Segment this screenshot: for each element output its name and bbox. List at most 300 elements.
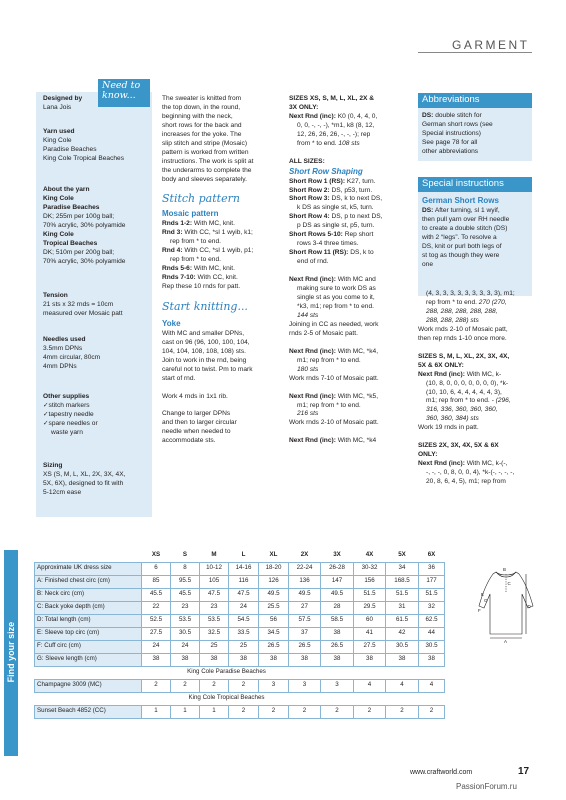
row-text: With MC, k-(-, [464,460,508,468]
intro-line: pattern is worked from written [162,148,249,156]
value-cell: 28 [321,601,354,614]
row-text: m1; rep from * to end. [297,356,361,364]
row-label: Next Rnd (inc): [289,112,336,120]
value-cell: 24 [171,640,200,653]
table-row [35,653,445,666]
size-heading: SIZES XS, S, M, L, XL, 2X & [289,95,375,102]
value-cell: 25.5 [259,601,289,614]
needle-line: 3.5mm DPNs [43,344,83,352]
table-row [35,588,445,601]
intro-line: The sweater is knitted from [162,95,242,102]
special-instructions-box [418,177,532,296]
size-header: M [200,549,229,562]
table-row [35,614,445,627]
row-text: Rep short [342,231,374,239]
value-cell: 1 [142,705,171,718]
value-cell: 38 [419,653,445,666]
intro-line: the underarms to complete the [162,166,252,174]
row-text: m1; rep from * to end. [297,401,361,409]
german-text: to create a double stitch (DS) [422,224,508,232]
row-text: from * to end. [297,139,339,147]
stitch-count: - (296, [491,397,511,405]
german-text: DS, knit or purl both legs of [422,242,502,250]
value-cell: 177 [419,575,445,588]
german-text: one [422,260,434,268]
yarn-brand: King Cole [43,194,74,202]
mosaic-line [162,265,284,274]
abbreviations-box [418,93,532,161]
value-cell: 42 [386,627,419,640]
row-label: Short Row 4: [289,213,330,221]
value-cell: 25 [200,640,229,653]
value-cell: 27.5 [142,627,171,640]
row-label: Next Rnd (inc): [289,276,336,284]
value-cell: 38 [259,653,289,666]
stitch-count: 288, 288, 288) sts [426,316,479,324]
value-cell: 41 [354,627,386,640]
row-text: With MC, knit. [192,220,235,228]
row-text: With MC and [335,276,376,284]
value-cell: 34.5 [259,627,289,640]
german-text: st tog as though they were [422,251,500,259]
needles [43,336,151,372]
yoke-line: Change to larger DPNs [162,410,231,418]
size-header: L [229,549,259,562]
schematic-label: A [504,639,508,644]
abbr-text: See page 78 for all [422,138,478,146]
row-text: Work rnds 2-10 of Mosaic patt, [418,325,508,333]
value-cell: 4 [386,679,419,692]
designer-name: Lana Jois [43,103,72,111]
row-text: With CC, *sl 1 wyib, p1; [182,247,254,255]
value-cell: 2 [321,705,354,718]
value-cell: 23 [200,601,229,614]
value-cell: 85 [142,575,171,588]
row-label: Rnds 5-6: [162,265,193,273]
sizing-line: XS (S, M, L, XL, 2X, 3X, 4X, [43,470,126,478]
row-label-cell: F: Cuff circ (cm) [35,640,142,653]
value-cell: 2 [200,679,229,692]
row-label-cell: A: Finished chest circ (cm) [35,575,142,588]
intro-line: beginning with the neck, [162,112,233,120]
row-label: Short Row 11 (RS): [289,249,349,257]
sizing-line: 5-12cm ease [43,488,82,496]
row-label-cell: C: Back yoke depth (cm) [35,601,142,614]
mosaic-heading: Mosaic pattern [162,209,219,219]
yarn-spec: DK; 510m per 200g ball; [43,248,115,256]
value-cell: 51.5 [354,588,386,601]
yoke-line: start of rnd. [162,374,196,382]
stitch-count: 216 sts [297,410,319,418]
yarn-range: Tropical Beaches [43,239,98,247]
value-cell: 37 [289,627,321,640]
value-cell: 24 [229,601,259,614]
value-cell: 2 [259,705,289,718]
german-text: with 2 “legs”. To resolve a [422,233,497,241]
value-cell: 30.5 [386,640,419,653]
row-text: DS, p to next DS, [329,213,383,221]
yoke-line: accommodate sts. [162,437,216,445]
row-text: (10, 10, 6, 4, 4, 4, 4, 4, 3), [426,388,502,396]
value-cell: 49.5 [259,588,289,601]
row-text: With MC, k- [464,370,502,378]
value-cell: 1 [200,705,229,718]
value-cell: 44 [419,627,445,640]
value-cell: 136 [289,575,321,588]
yoke-line: and then to larger circular [162,419,237,427]
intro-line: slip stitch and stripe (Mosaic) [162,139,248,147]
value-cell: 36 [419,562,445,575]
value-cell: 38 [171,653,200,666]
value-cell: 6 [142,562,171,575]
abbr-text: other abbreviations [422,147,479,155]
yoke-line: With MC and smaller DPNs, [162,329,245,337]
row-label-cell: D: Total length (cm) [35,614,142,627]
value-cell: 4 [419,679,445,692]
value-cell: 156 [354,575,386,588]
value-cell: 126 [259,575,289,588]
value-cell: 58.5 [321,614,354,627]
find-your-size-tab [4,550,18,756]
value-cell: 25 [229,640,259,653]
row-text: DS, k to next DS, [329,195,383,203]
tension-line: 21 sts x 32 rnds = 10cm [43,300,114,308]
yarn-spec: 70% acrylic, 30% polyamide [43,221,126,229]
value-cell: 26.5 [321,640,354,653]
mosaic-line [162,274,284,283]
value-cell: 31 [386,601,419,614]
value-cell: 23 [171,601,200,614]
value-cell: 56 [259,614,289,627]
footer-site: www.craftworld.com [410,769,473,776]
row-label: Next Rnd (inc): [418,370,465,378]
value-cell: 51.5 [419,588,445,601]
value-cell: 3 [289,679,321,692]
other-supplies [43,393,151,438]
tension-heading: Tension [43,292,68,299]
stitch-count: 360, 360, 384) sts [426,415,479,423]
stitch-count: 180 sts [297,365,319,373]
value-cell: 3 [321,679,354,692]
value-cell: 32.5 [200,627,229,640]
row-text: With CC, knit. [195,274,238,282]
row-text: rep from * to end. [426,298,479,306]
mosaic-line: rep from * to end. [170,256,221,264]
value-cell: 47.5 [229,588,259,601]
yoke-heading: Yoke [162,318,181,328]
size-header: XS [142,549,171,562]
value-cell: 57.5 [289,614,321,627]
value-cell: 54.5 [229,614,259,627]
supply-item: ✓ spare needles or [43,420,151,429]
value-cell: 38 [386,653,419,666]
yoke-line: needle when needed to [162,428,231,436]
value-cell: 2 [354,705,386,718]
row-text: With MC, knit. [192,265,235,273]
intro-line: instructions. The work is split at [162,157,254,165]
row-text: (4, 3, 3, 3, 3, 3, 3, 3, 3, 3), m1; [426,290,515,297]
table-row [35,575,445,588]
value-cell: 1 [171,705,200,718]
yarn-range: Paradise Beaches [43,203,100,211]
row-label: Next Rnd (inc): [289,437,336,445]
row-text: p DS as single st, p5, turn. [297,222,375,230]
value-cell: 27 [289,601,321,614]
row-text: Joining in CC as needed, work [289,320,379,328]
value-cell: 29.5 [354,601,386,614]
yarn-heading: King Cole Tropical Beaches [35,692,419,705]
row-text: rnds 2-5 of Mosaic patt. [289,329,358,337]
short-row-heading: Short Row Shaping [289,166,363,176]
value-cell: 2 [229,705,259,718]
size-heading: ONLY: [418,451,438,459]
row-text: end of rnd. [297,258,329,266]
table-row [35,705,445,718]
size-header: XL [259,549,289,562]
find-your-size-label: Find your size [5,621,16,683]
abbr-text: Special instructions) [422,129,482,137]
value-cell: 38 [229,653,259,666]
yarn-heading-row [35,692,445,705]
page-number: 17 [518,766,530,777]
stitch-count: 316, 336, 360, 360, 360, [426,406,498,414]
sizing [43,462,151,498]
value-cell: 26.5 [259,640,289,653]
value-cell: 53.5 [200,614,229,627]
row-text: With MC, *k4, [335,347,379,355]
value-cell: 38 [321,653,354,666]
value-cell: 147 [321,575,354,588]
needle-line: 4mm DPNs [43,362,77,370]
size-header: 3X [321,549,354,562]
need-to-know-line-2: know... [102,89,136,101]
size-heading: SIZES 2X, 3X, 4X, 5X & 6X [418,442,499,450]
row-text: DS, p53, turn. [329,186,373,194]
yarn-spec: 70% acrylic, 30% polyamide [43,257,126,265]
size-heading: 3X ONLY: [289,103,319,111]
value-cell: 22 [142,601,171,614]
row-label: Next Rnd (inc): [418,460,465,468]
tension [43,292,151,319]
stitch-pattern-heading: Stitch pattern [162,191,240,205]
schematic-label: C [507,581,511,586]
value-cell: 2 [171,679,200,692]
mosaic-line: rep from * to end. [170,238,221,246]
row-text: then rep rnds 1-10 once more. [418,334,507,342]
size-header: 5X [386,549,419,562]
table-header-row [35,549,445,562]
row-text: single st as you come to it, [297,293,375,301]
row-text: k DS as single st, k5, turn. [297,204,374,212]
intro-line: body and sleeves separately. [162,175,247,183]
value-cell: 2 [229,679,259,692]
row-text: Work rnds 7-10 of Mosaic patt. [289,374,379,382]
row-text: making sure to work DS as [297,285,376,293]
size-heading: SIZES S, M, L, XL, 2X, 3X, 4X, [418,352,510,360]
row-text: rows 3-4 three times. [297,240,359,248]
designed-by [43,95,151,113]
value-cell: 52.5 [142,614,171,627]
value-cell: 62.5 [419,614,445,627]
value-cell: 61.5 [386,614,419,627]
abbr-label: DS: [422,111,434,119]
value-cell: 45.5 [171,588,200,601]
value-cell: 95.5 [171,575,200,588]
all-sizes-heading: ALL SIZES: [289,157,325,165]
row-label: Short Rows 5-10: [289,231,343,239]
intro-line: short rows for the back and [162,121,242,129]
row-text: With CC, *sl 1 wyib, k1; [182,229,253,237]
abbr-text: double stitch for [433,111,482,119]
row-text: 0, 0, -, -, -), *m1, k8 (8, 12, [297,121,375,129]
row-text: (10, 8, 0, 0, 0, 0, 0, 0, 0), *k- [426,379,509,387]
size-heading: 5X & 6X ONLY: [418,361,464,369]
size-header: S [171,549,200,562]
row-label: Short Row 2: [289,186,330,194]
value-cell: 49.5 [321,588,354,601]
schematic-label: G [484,598,488,603]
value-cell: 34 [386,562,419,575]
size-table [34,549,445,719]
value-cell: 30.5 [419,640,445,653]
row-text: *k3, m1; rep from * to end. [297,302,374,310]
yarn-used-item: Paradise Beaches [43,145,97,153]
supply-item: ✓ stitch markers [43,402,151,411]
german-text: then pull yarn over RH needle [422,215,510,223]
supply-item-cont: waste yarn [51,428,83,436]
row-label-cell: Sunset Beach 4852 (CC) [35,705,142,718]
row-text: -, -, -, 0, 8, 0, 0, 4), *k-(-, -, -, -, [426,469,515,477]
row-label-cell: B: Neck circ (cm) [35,588,142,601]
value-cell: 26.5 [289,640,321,653]
needles-heading: Needles used [43,336,86,343]
table-row [35,627,445,640]
shaping-column [289,95,411,446]
value-cell: 168.5 [386,575,419,588]
yoke-line: Join to work in the rnd, being [162,356,247,364]
needle-line: 4mm circular, 80cm [43,353,101,361]
value-cell: 27.5 [354,640,386,653]
value-cell: 14-16 [229,562,259,575]
yoke-line: Work 4 rnds in 1x1 rib. [162,392,228,400]
value-cell: 24 [142,640,171,653]
row-text: K0 (0, 4, 4, 0, [335,112,378,120]
value-cell: 38 [354,653,386,666]
special-heading: Special instructions [418,177,532,192]
intro-column [162,95,284,446]
yarn-used-heading: Yarn used [43,128,75,135]
value-cell: 2 [386,705,419,718]
abbr-text: German short rows (see [422,120,493,128]
value-cell: 2 [419,705,445,718]
german-heading: German Short Rows [422,195,499,205]
size-header: 4X [354,549,386,562]
value-cell: 8 [171,562,200,575]
yarn-heading: King Cole Paradise Beaches [35,666,419,679]
table-row [35,562,445,575]
german-text: After turning, sl 1 wyif, [433,206,500,214]
value-cell: 116 [229,575,259,588]
row-label: Next Rnd (inc): [289,392,336,400]
value-cell: 47.5 [200,588,229,601]
mosaic-line: Rep these 10 rnds for patt. [162,283,241,291]
row-text: Work 19 rnds in patt. [418,424,479,432]
about-yarn-heading: About the yarn [43,186,90,193]
schematic-label: E [481,592,485,597]
row-label-cell: G: Sleeve length (cm) [35,653,142,666]
value-cell: 49.5 [289,588,321,601]
row-text: m1; rep from * to end. [426,397,492,405]
value-cell: 45.5 [142,588,171,601]
value-cell: 30.5 [171,627,200,640]
table-row [35,601,445,614]
value-cell: 18-20 [259,562,289,575]
schematic-label: D [527,604,531,609]
watermark: PassionForum.ru [456,782,517,791]
yoke-line: cast on 96 (96, 100, 100, 104, [162,338,250,346]
sizing-heading: Sizing [43,462,63,469]
yarn-used-item: King Cole Tropical Beaches [43,154,125,162]
row-text: 12, 26, 26, 26, -, -, -); rep [297,130,371,138]
table-row [35,679,445,692]
value-cell: 2 [142,679,171,692]
row-label: Short Row 3: [289,195,330,203]
value-cell: 105 [200,575,229,588]
value-cell: 38 [289,653,321,666]
value-cell: 38 [200,653,229,666]
sizing-line: 5X, 6X), designed to fit with [43,479,124,487]
row-label-cell: Approximate UK dress size [35,562,142,575]
about-yarn [43,186,151,267]
row-label: Rnds 7-10: [162,274,196,282]
row-label-cell: Champagne 3009 (MC) [35,679,142,692]
german-label: DS: [422,206,434,214]
designed-by-heading: Designed by [43,95,83,102]
value-cell: 38 [142,653,171,666]
intro-line: the top down, in the round, [162,103,241,111]
row-label: Short Row 1 (RS): [289,177,346,185]
value-cell: 33.5 [229,627,259,640]
yarn-used-item: King Cole [43,136,72,144]
yoke-line: careful not to twist. Pm to mark [162,365,253,373]
row-text: 20, 8, 6, 4, 5), m1; rep from [426,478,506,486]
value-cell: 22-24 [289,562,321,575]
value-cell: 32 [419,601,445,614]
row-label: Rnds 1-2: [162,220,193,228]
value-cell: 26-28 [321,562,354,575]
row-text: K27, turn. [345,177,376,185]
row-text: With MC, *k5, [335,392,379,400]
value-cell: 2 [289,705,321,718]
size-header: 2X [289,549,321,562]
size-header: 6X [419,549,445,562]
value-cell: 53.5 [171,614,200,627]
row-text: DS, k to [348,249,374,257]
yarn-spec: DK; 255m per 100g ball; [43,212,115,220]
schematic-label: F [478,608,481,613]
row-label: Rnd 4: [162,247,183,255]
schematic-label: B [503,568,507,572]
mosaic-line [162,229,284,238]
stitch-count: 144 sts [297,311,319,319]
abbreviations-heading: Abbreviations [418,93,532,108]
supplies-heading: Other supplies [43,393,90,400]
start-knitting-heading: Start knitting... [162,299,248,313]
value-cell: 10-12 [200,562,229,575]
value-cell: 30-32 [354,562,386,575]
tension-line: measured over Mosaic patt [43,309,123,317]
row-label: Next Rnd (inc): [289,347,336,355]
